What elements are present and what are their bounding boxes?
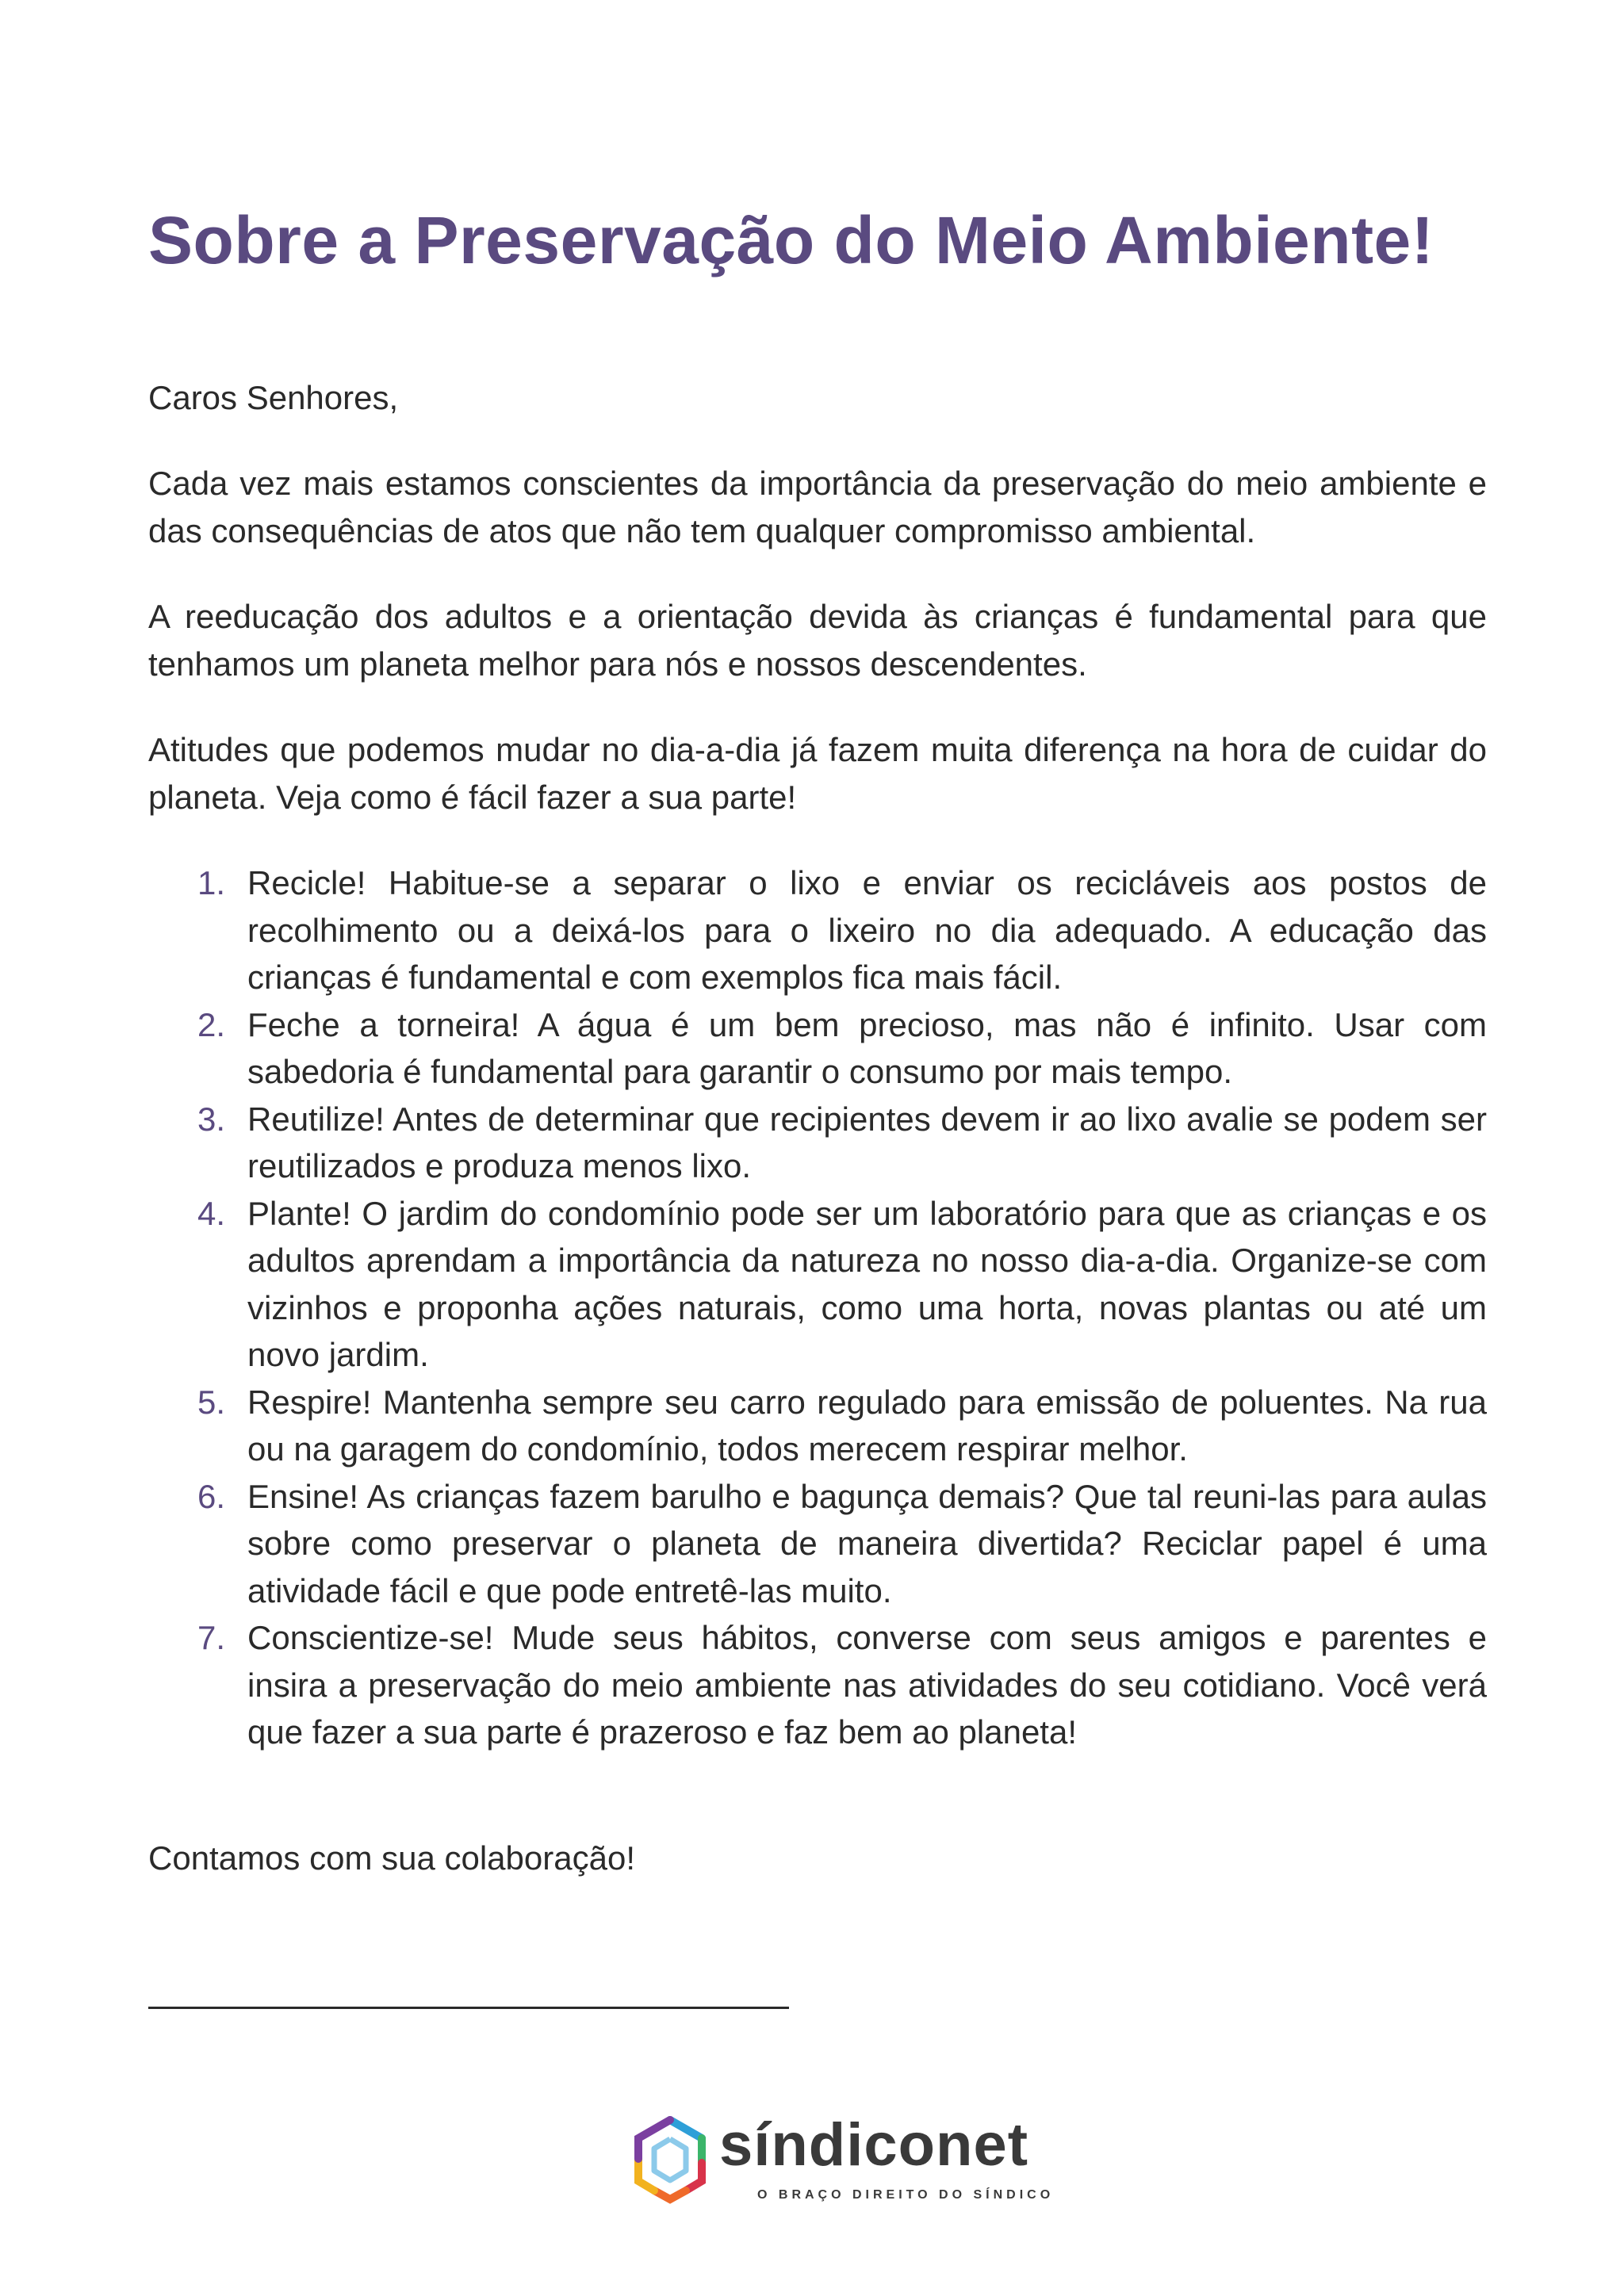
hexagon-logo-icon bbox=[630, 2115, 710, 2204]
closing-text: Contamos com sua colaboração! bbox=[148, 1839, 635, 1877]
tip-number: 1. bbox=[197, 864, 226, 901]
tips-list bbox=[148, 859, 1487, 1756]
paragraph-2: A reeducação dos adultos e a orientação devida às crianças é fundamental para que tenhamos um planeta melhor para nós e nossos descendentes. bbox=[148, 598, 1487, 683]
signature-line bbox=[148, 2007, 789, 2009]
tip-text: Ensine! As crianças fazem barulho e bagunça demais? Que tal reuni-las para aulas sobre como preservar o planeta de maneira divertida? Reciclar papel é uma atividade fácil e que pode entretê-las muito. bbox=[247, 1477, 1487, 1609]
logo-wordmark: síndiconet bbox=[719, 2111, 1029, 2179]
sindiconet-logo bbox=[630, 2109, 1055, 2212]
tip-number: 7. bbox=[197, 1619, 226, 1656]
tip-item bbox=[148, 1096, 1487, 1190]
tip-text: Feche a torneira! A água é um bem precioso, mas não é infinito. Usar com sabedoria é fundamental para garantir o consumo por mais tempo. bbox=[247, 1005, 1487, 1090]
tip-number: 5. bbox=[197, 1383, 226, 1421]
tip-item bbox=[148, 1190, 1487, 1379]
tip-text: Reutilize! Antes de determinar que recipientes devem ir ao lixo avalie se podem ser reutilizados e produza menos lixo. bbox=[247, 1100, 1487, 1184]
page-title: Sobre a Preservação do Meio Ambiente! bbox=[148, 203, 1434, 277]
logo-tagline: O BRAÇO DIREITO DO SÍNDICO bbox=[757, 2188, 1055, 2202]
tip-number: 4. bbox=[197, 1194, 226, 1232]
tip-item bbox=[148, 859, 1487, 1001]
paragraph-3: Atitudes que podemos mudar no dia-a-dia já fazem muita diferença na hora de cuidar do planeta. Veja como é fácil fazer a sua parte! bbox=[148, 731, 1487, 816]
tip-text: Plante! O jardim do condomínio pode ser um laboratório para que as crianças e os adultos aprendam a importância da natureza no nosso dia-a-dia. Organize-se com vizinhos e proponha ações naturais, como uma horta, novas plantas ou até um novo jardim. bbox=[247, 1194, 1487, 1373]
tip-text: Conscientize-se! Mude seus hábitos, converse com seus amigos e parentes e insira a preservação do meio ambiente nas atividades do seu cotidiano. Você verá que fazer a sua parte é prazeroso e faz bem ao planeta! bbox=[247, 1619, 1487, 1751]
tip-item bbox=[148, 1473, 1487, 1615]
tip-item bbox=[148, 1614, 1487, 1756]
tip-item bbox=[148, 1001, 1487, 1096]
tip-text: Respire! Mantenha sempre seu carro regulado para emissão de poluentes. Na rua ou na garagem do condomínio, todos merecem respirar melhor. bbox=[247, 1383, 1487, 1468]
paragraph-1: Cada vez mais estamos conscientes da importância da preservação do meio ambiente e das consequências de atos que não tem qualquer compromisso ambiental. bbox=[148, 465, 1487, 549]
tip-number: 2. bbox=[197, 1005, 226, 1043]
greeting: Caros Senhores, bbox=[148, 379, 399, 416]
tip-item bbox=[148, 1379, 1487, 1473]
tip-text: Recicle! Habitue-se a separar o lixo e enviar os recicláveis aos postos de recolhimento ou a deixá-los para o lixeiro no dia adequado. A educação das crianças é fundamental e com exemplos fica mais fácil. bbox=[247, 864, 1487, 996]
tip-number: 3. bbox=[197, 1100, 226, 1138]
tip-number: 6. bbox=[197, 1477, 226, 1515]
